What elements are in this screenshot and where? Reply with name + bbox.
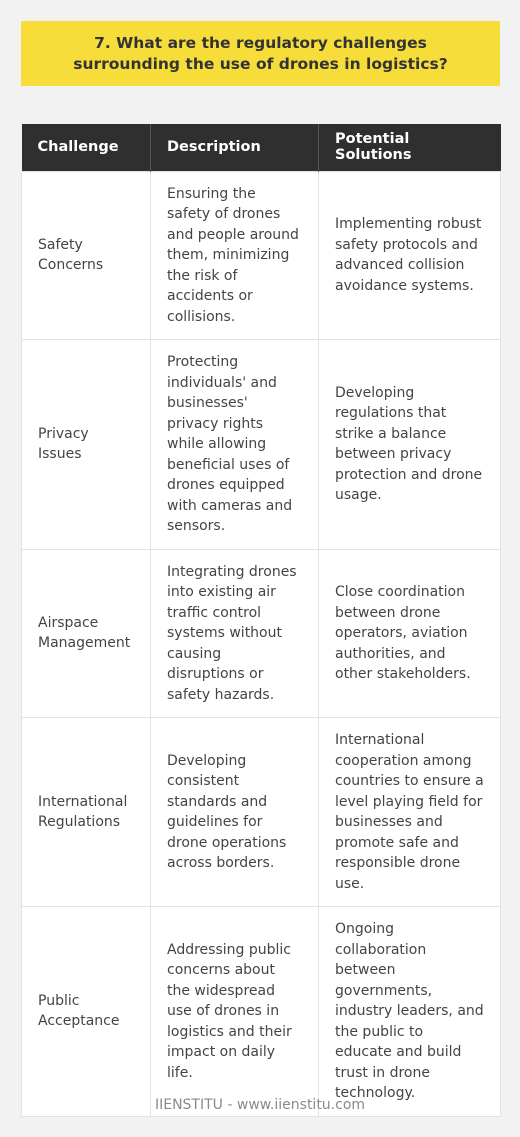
cell-description: Protecting individuals' and businesses' privacy rights while allowing beneficial uses of drones equipped with cameras and sensors.: [151, 340, 319, 550]
table-header: [22, 124, 501, 171]
header-description: Description: [151, 124, 319, 171]
cell-challenge: Airspace Management: [22, 549, 151, 718]
cell-description: Integrating drones into existing air traffic control systems without causing disruptions or safety hazards.: [151, 549, 319, 718]
page-title: 7. What are the regulatory challenges surrounding the use of drones in logistics?: [73, 33, 448, 73]
cell-challenge: Safety Concerns: [22, 171, 151, 340]
cell-challenge: Public Acceptance: [22, 907, 151, 1117]
challenges-table: [21, 124, 501, 1117]
table-row: [22, 718, 501, 907]
table-header-row: [22, 124, 501, 171]
cell-solution: Close coordination between drone operators, aviation authorities, and other stakeholders.: [319, 549, 501, 718]
cell-solution: Ongoing collaboration between governments, industry leaders, and the public to educate and build trust in drone technology.: [319, 907, 501, 1117]
cell-solution: Developing regulations that strike a balance between privacy protection and drone usage.: [319, 340, 501, 550]
cell-description: Ensuring the safety of drones and people around them, minimizing the risk of accidents or collisions.: [151, 171, 319, 340]
cell-solution: International cooperation among countries to ensure a level playing field for businesses and promote safe and responsible drone use.: [319, 718, 501, 907]
footer-credit: IIENSTITU - www.iienstitu.com: [154, 1097, 366, 1113]
table-row: [22, 907, 501, 1117]
header-potential-solutions: Potential Solutions: [319, 124, 501, 171]
cell-description: Addressing public concerns about the widespread use of drones in logistics and their impact on daily life.: [151, 907, 319, 1117]
cell-challenge: International Regulations: [22, 718, 151, 907]
cell-challenge: Privacy Issues: [22, 340, 151, 550]
header-challenge: Challenge: [22, 124, 151, 171]
title-banner: [21, 21, 500, 86]
table-body: [22, 171, 501, 1116]
table-row: [22, 171, 501, 340]
cell-solution: Implementing robust safety protocols and advanced collision avoidance systems.: [319, 171, 501, 340]
table-row: [22, 340, 501, 550]
table-row: [22, 549, 501, 718]
cell-description: Developing consistent standards and guidelines for drone operations across borders.: [151, 718, 319, 907]
